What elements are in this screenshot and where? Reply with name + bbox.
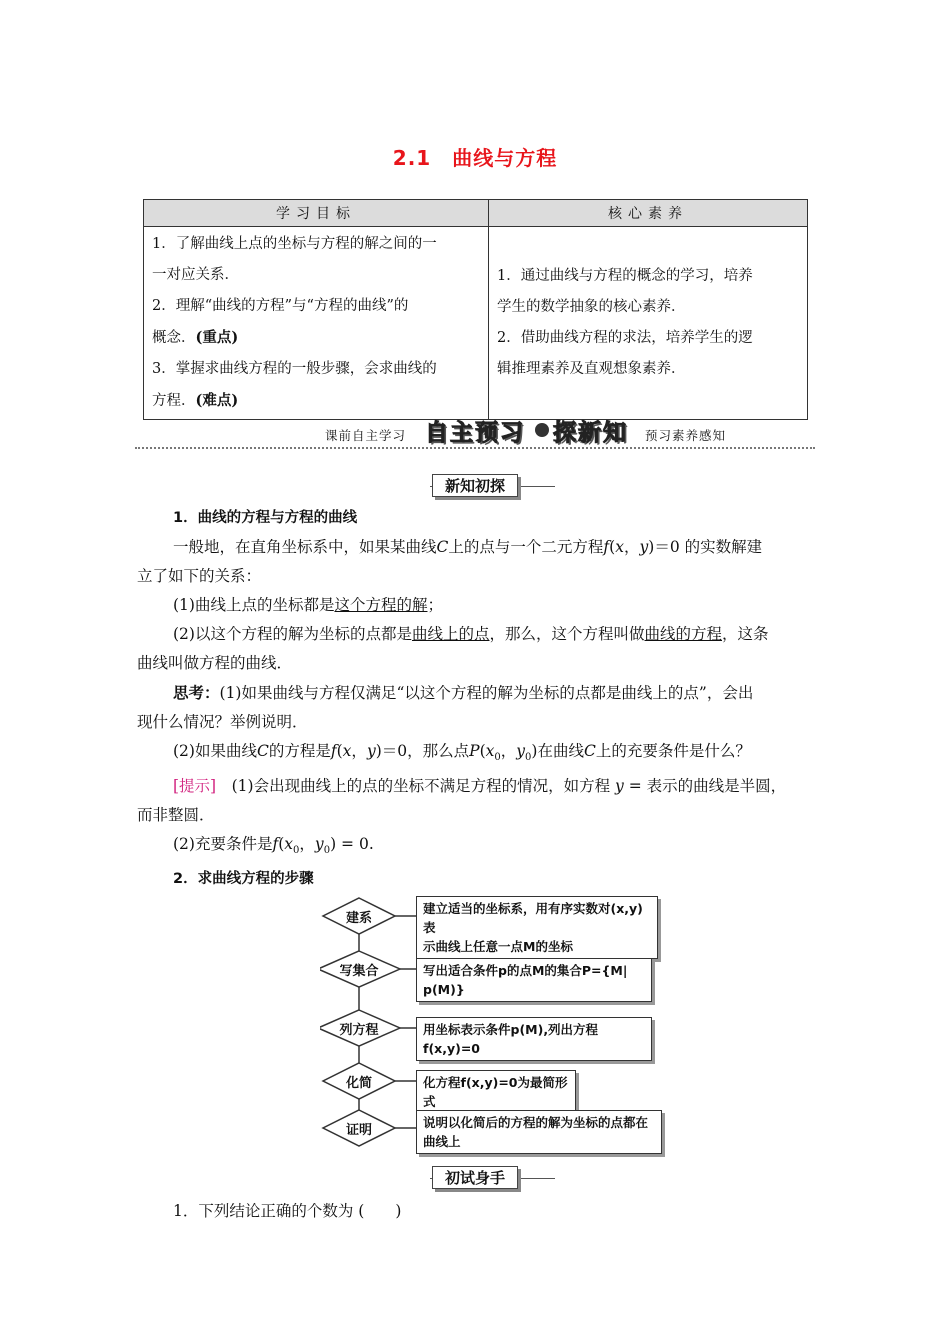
new-knowledge-box (0, 474, 950, 497)
banner-left-text: 课前自主学习 (325, 428, 407, 443)
condition-2: (2)以这个方程的解为坐标的点都是曲线上的点，那么，这个方程叫做曲线的方程，这条 (173, 625, 769, 643)
core-literacy-cell (489, 227, 808, 420)
step-box-4: 化方程f(x,y)=0为最简形式 (416, 1070, 576, 1114)
node-write-set: 写集合 (339, 964, 379, 979)
arrow-circle-icon (535, 423, 549, 437)
box-title: 初试身手 (432, 1166, 518, 1189)
hint-label: [提示] (173, 777, 217, 796)
think-question-2: (2)如果曲线C的方程是f(x，y)＝0，那么点$P(x_0$，$y_0$)在曲线C上的充要条件是什么？ (173, 742, 751, 764)
header-learning-goals: 学习目标 (144, 200, 489, 227)
heading-steps: 2．求曲线方程的步骤 (173, 871, 314, 888)
box-title: 新知初探 (432, 474, 518, 497)
literacy-line: 1．通过曲线与方程的概念的学习，培养 (497, 268, 753, 284)
question-1: 1．下列结论正确的个数为 ( ) (173, 1202, 402, 1220)
objectives-table (143, 199, 808, 420)
key-point-tag: (重点) (195, 329, 239, 346)
literacy-line: 辑推理素养及直观想象素养． (497, 361, 686, 377)
page-title: 2.1 曲线与方程 (392, 146, 558, 170)
section-banner (135, 414, 815, 450)
paragraph-definition-cont: 立了如下的关系： (137, 567, 262, 585)
difficulty-tag: (难点) (195, 392, 239, 409)
goal-line: 3．掌握求曲线方程的一般步骤，会求曲线的 (152, 361, 437, 377)
goal-line: 2．理解“曲线的方程”与“方程的曲线”的 (152, 298, 409, 314)
node-prove: 证明 (345, 1123, 372, 1138)
step-box-3: 用坐标表示条件p(M),列出方程 f(x,y)=0 (416, 1017, 652, 1061)
hint-1-cont: 而非整圆． (137, 806, 215, 825)
hint-1: [提示] (1)会出现曲线上的点的坐标不满足方程的情况，如方程 y = 表示的曲线是半圆， (173, 777, 787, 796)
section1-body (137, 504, 817, 894)
section2-body (137, 1197, 817, 1226)
condition-2-cont: 曲线叫做方程的曲线． (137, 654, 293, 672)
banner-right-text: 预习素养感知 (645, 428, 727, 443)
goal-line: 概念．(重点) (152, 329, 239, 346)
heading-curve-equation: 1．曲线的方程与方程的曲线 (173, 510, 358, 526)
condition-1: (1)曲线上点的坐标都是这个方程的解； (173, 596, 443, 614)
think-question-1-cont: 现什么情况？举例说明． (137, 713, 308, 731)
step-box-2: 写出适合条件p的点M的集合P={M| p(M)} (416, 958, 652, 1002)
paragraph-definition: 一般地，在直角坐标系中，如果某曲线C上的点与一个二元方程f(x，y)＝0 的实数解建 (173, 538, 763, 556)
banner-title-left: 自主预习 (425, 420, 525, 446)
banner-divider (135, 447, 815, 449)
node-list-equation: 列方程 (339, 1023, 379, 1038)
goal-line: 一对应关系． (152, 267, 239, 283)
literacy-line: 学生的数学抽象的核心素养． (497, 299, 686, 315)
node-simplify: 化简 (345, 1076, 372, 1091)
first-try-box (0, 1166, 950, 1189)
step-box-5: 说明以化简后的方程的解为坐标的点都在 曲线上 (416, 1110, 662, 1154)
banner-title-right: 探新知 (553, 420, 628, 446)
learning-goals-cell (144, 227, 489, 420)
goal-line: 1．了解曲线上点的坐标与方程的解之间的一 (152, 236, 437, 252)
goal-line: 方程．(难点) (152, 392, 239, 409)
steps-flowchart (320, 888, 680, 1158)
think-question-1: 思考：(1)如果曲线与方程仅满足“以这个方程的解为坐标的点都是曲线上的点”，会出 (173, 683, 754, 702)
step-box-1: 建立适当的坐标系，用有序实数对(x,y)表 示曲线上任意一点M的坐标 (416, 896, 658, 959)
literacy-line: 2．借助曲线方程的求法，培养学生的逻 (497, 330, 753, 346)
node-build-coords: 建系 (345, 911, 372, 926)
hint-2: (2)充要条件是$f(x_0$，$y_0) = 0$. (173, 835, 374, 857)
header-core-literacy: 核心素养 (489, 200, 808, 227)
